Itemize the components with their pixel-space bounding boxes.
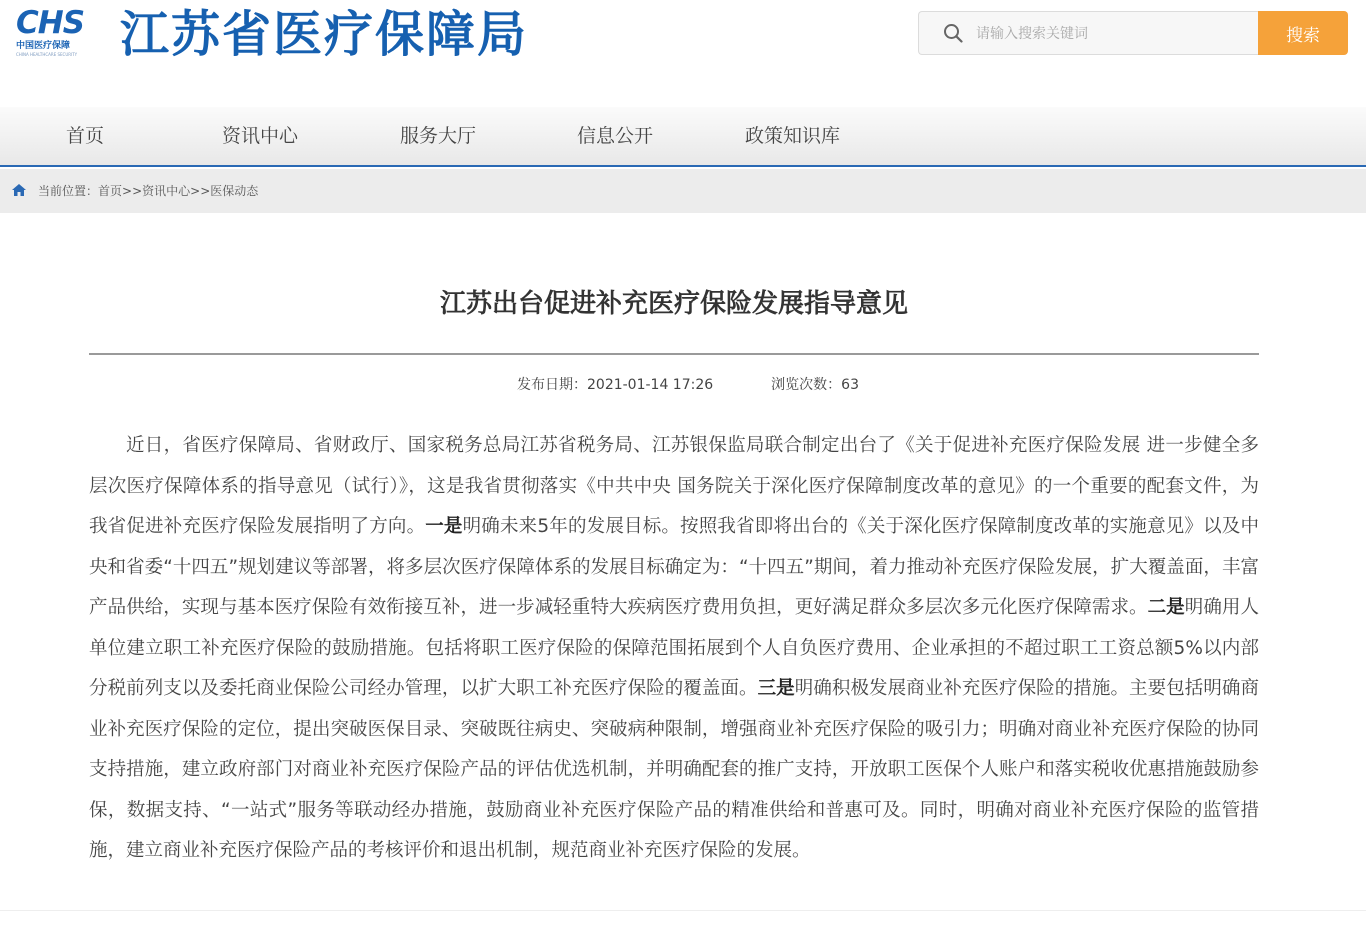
main-nav [0,107,1366,167]
nav-item-service-hall[interactable]: 服务大厅 [400,125,477,147]
nav-item-info-disclosure[interactable]: 信息公开 [577,125,654,147]
publish-date: 2021-01-14 17:26 [587,377,714,393]
logo-english: CHINA HEALTHCARE SECURITY [16,52,78,57]
breadcrumb [38,182,258,199]
breadcrumb-prefix: 当前位置： [38,184,99,198]
publish-date-label: 发布日期： [517,377,587,393]
site-title: 江苏省医疗保障局 [120,6,529,63]
title-divider [89,353,1259,355]
point-one-label: 一是 [425,516,463,537]
breadcrumb-separator: >> [190,184,211,198]
article-title: 江苏出台促进补充医疗保险发展指导意见 [439,289,908,319]
breadcrumb-item-home[interactable]: 首页 [98,184,123,198]
point-three-text: 明确积极发展商业补充医疗保险的措施。主要包括明确商业补充医疗保险的定位，提出突破医保目录、突破既往病史、突破病种限制，增强商业补充医疗保险的吸引力；明确对商业补充医疗保险的协同支持措施，建立政府部门对商业补充医疗保险产品的评估优选机制，并明确配套的推广支持，开放职工医保个人账户和落实税收优惠措施鼓励参保，数据支持、“一站式”服务等联动经办措施，鼓励商业补充医疗保险产品的精准供给和普惠可及。同时，明确对商业补充医疗保险的监管措施，建立商业补充医疗保险产品的考核评价和退出机制，规范商业补充医疗保险的发展。 [89,678,1259,861]
search-icon [943,23,963,43]
nav-item-home[interactable]: 首页 [66,125,105,147]
logo-mark: CHS [16,5,85,41]
chs-logo[interactable] [16,6,108,62]
breadcrumb-separator: >> [122,184,143,198]
point-one-text: 明确未来5年的发展目标。按照我省即将出台的《关于深化医疗保障制度改革的实施意见》以及中央和省委“十四五”规划建议等部署，将多层次医疗保障体系的发展目标确定为：“十四五”期间，着力推动补充医疗保险发展，扩大覆盖面，丰富产品供给，实现与基本医疗保险有效衔接互补，进一步减轻重特大疾病医疗费用负担，更好满足群众多层次多元化医疗保障需求。 [89,516,1259,618]
article-meta [0,375,1366,395]
point-two-label: 二是 [1147,597,1185,618]
nav-item-news-center[interactable]: 资讯中心 [222,125,299,147]
breadcrumb-bar [0,169,1366,213]
logo-subtitle: 中国医疗保障 [16,41,71,51]
search-input[interactable] [974,20,1248,48]
views-label: 浏览次数： [771,377,842,393]
point-two-text: 明确用人单位建立职工补充医疗保险的鼓励措施。包括将职工医疗保险的保障范围拓展到个人自负医疗费用、企业承担的不超过职工工资总额5%以内部分税前列支以及委托商业保险公司经办管理，以扩大职工补充医疗保险的覆盖面。 [89,597,1259,699]
search-button[interactable]: 搜索 [1258,11,1348,55]
breadcrumb-item-medical-news[interactable]: 医保动态 [210,184,259,198]
site-header [0,0,1366,80]
nav-item-policy-library[interactable]: 政策知识库 [745,125,841,147]
paragraph-intro: 近日，省医疗保障局、省财政厅、国家税务总局江苏省税务局、江苏银保监局联合制定出台了《关于促进补充医疗保险发展 进一步健全多层次医疗保障体系的指导意见（试行）》，这是我省贯彻落实《中共中央 国务院关于深化医疗保障制度改革的意见》的一个重要的配套文件，为我省促进补充医疗保险发展指明了方向。 [89,435,1259,537]
home-icon [12,184,26,196]
point-three-label: 三是 [757,678,795,699]
views-count: 63 [841,377,859,393]
article-body [89,426,1259,872]
breadcrumb-item-news-center[interactable]: 资讯中心 [142,184,191,198]
search-box [918,11,1258,55]
footer-divider [0,910,1366,911]
